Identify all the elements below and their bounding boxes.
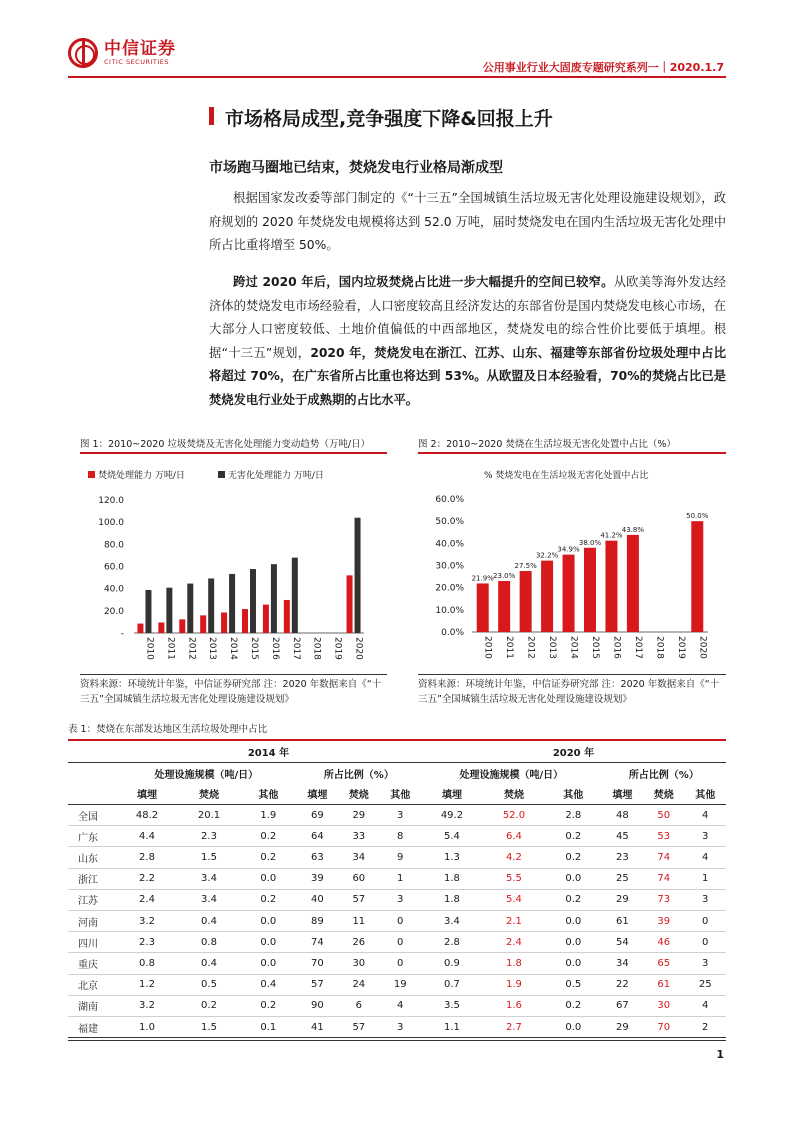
x-tick-label: 2012 [525, 636, 536, 659]
bar-incineration-2010 [137, 624, 143, 633]
table-cell: 4 [684, 995, 726, 1016]
table-cell: 4 [684, 805, 726, 826]
table-cell: 40 [297, 889, 338, 910]
figure-1 [80, 438, 387, 454]
row-region: 湖南 [68, 995, 116, 1016]
x-tick-label: 2010 [144, 637, 155, 660]
table-cell: 26 [338, 932, 379, 953]
col-other: 其他 [240, 783, 297, 804]
bar-share-2010 [477, 583, 489, 632]
table-cell: 0 [380, 911, 421, 932]
table-cell: 2 [684, 1016, 726, 1037]
col-other: 其他 [684, 783, 726, 804]
table-cell: 2.3 [116, 932, 178, 953]
data-label: 23.0% [493, 572, 516, 581]
table-cell: 39 [643, 911, 684, 932]
table-cell: 41 [297, 1016, 338, 1037]
bar-incineration-2011 [158, 622, 164, 633]
table-cell: 4.2 [483, 847, 545, 868]
header-divider [68, 76, 726, 78]
x-tick-label: 2013 [207, 637, 218, 660]
table-cell: 0.2 [240, 995, 297, 1016]
table-cell: 53 [643, 826, 684, 847]
table-cell: 4 [380, 995, 421, 1016]
table-cell: 3 [684, 953, 726, 974]
table-cell: 2.8 [116, 847, 178, 868]
bar-share-2011 [498, 581, 510, 632]
scale-header-2020: 处理设施规模（吨/日） [459, 769, 564, 781]
table-row [68, 889, 726, 910]
table-cell: 0.2 [545, 826, 602, 847]
table-cell: 3 [380, 805, 421, 826]
y-tick-label: 20.0% [435, 583, 464, 594]
row-region: 浙江 [68, 868, 116, 889]
table-cell: 25 [684, 974, 726, 995]
table-cell: 2.1 [483, 911, 545, 932]
table-cell: 0.0 [240, 953, 297, 974]
data-label: 32.2% [535, 551, 559, 560]
data-table [68, 741, 726, 1038]
x-tick-label: 2020 [697, 636, 708, 659]
y-tick-label: 80.0 [103, 540, 124, 551]
data-label: 38.0% [578, 538, 602, 547]
page-number: 1 [716, 1048, 724, 1061]
x-tick-label: 2011 [165, 637, 176, 660]
x-tick-label: 2013 [547, 636, 558, 659]
table-cell: 4 [684, 847, 726, 868]
table-cell: 22 [602, 974, 643, 995]
table-cell: 3.5 [421, 995, 483, 1016]
bar-share-2017 [627, 535, 639, 632]
table-cell: 89 [297, 911, 338, 932]
table-cell: 57 [338, 889, 379, 910]
table-cell: 3 [380, 889, 421, 910]
col-landfill: 填埋 [602, 783, 643, 804]
table-cell: 1.5 [178, 847, 240, 868]
figure-2-source: 资料来源：环境统计年鉴，中信证券研究部 注：2020 年数据来自《“十三五”全国城镇生活垃圾无害化处理设施建设规划》 [418, 674, 726, 707]
x-tick-label: 2019 [332, 637, 343, 660]
x-tick-label: 2019 [675, 636, 686, 659]
table-cell: 30 [643, 995, 684, 1016]
chart-legend [88, 469, 324, 481]
bar-harmless-2016 [271, 564, 277, 633]
y-tick-label: 30.0% [435, 561, 464, 572]
table-cell: 74 [297, 932, 338, 953]
table-cell: 1.0 [116, 1016, 178, 1037]
row-region: 福建 [68, 1016, 116, 1037]
table-row [68, 1016, 726, 1037]
bar-incineration-2014 [221, 612, 227, 633]
table-cell: 0 [684, 932, 726, 953]
table-cell: 0.4 [178, 911, 240, 932]
table-cell: 65 [643, 953, 684, 974]
table-cell: 1.6 [483, 995, 545, 1016]
x-tick-label: 2016 [611, 636, 622, 659]
table-cell: 1.8 [421, 868, 483, 889]
table-cell: 1.8 [421, 889, 483, 910]
table-cell: 5.4 [483, 889, 545, 910]
table-cell: 34 [602, 953, 643, 974]
bar-incineration-2013 [200, 615, 206, 633]
y-tick-label: 20.0 [103, 606, 124, 617]
table-cell: 5.4 [421, 826, 483, 847]
y-tick-label: 0.0% [441, 628, 464, 638]
table-cell: 3 [684, 889, 726, 910]
table-cell: 0.0 [240, 868, 297, 889]
table-cell: 39 [297, 868, 338, 889]
bar-harmless-2012 [187, 584, 193, 633]
x-tick-label: 2017 [290, 637, 301, 660]
bar-harmless-2014 [229, 574, 235, 633]
table-cell: 70 [643, 1016, 684, 1037]
x-tick-label: 2018 [654, 636, 665, 659]
page-header [0, 0, 793, 80]
bar-harmless-2015 [250, 569, 256, 633]
bar-incineration-2016 [263, 605, 269, 633]
data-label: 50.0% [686, 512, 709, 521]
table-cell: 3.4 [178, 889, 240, 910]
table-cell: 1 [684, 868, 726, 889]
table-cell: 45 [602, 826, 643, 847]
table-cell: 2.2 [116, 868, 178, 889]
table-cell: 57 [297, 974, 338, 995]
col-landfill: 填埋 [116, 783, 178, 804]
table-cell: 1.9 [483, 974, 545, 995]
table-cell: 2.8 [421, 932, 483, 953]
table-cell: 3 [684, 826, 726, 847]
table-cell: 54 [602, 932, 643, 953]
row-region: 北京 [68, 974, 116, 995]
ratio-header-2014: 所占比例（%） [323, 769, 394, 781]
bar-harmless-2017 [292, 558, 298, 633]
col-other: 其他 [380, 783, 421, 804]
table-cell: 0.2 [240, 847, 297, 868]
logo-text-cn: 中信证券 [104, 38, 176, 59]
table-cell: 63 [297, 847, 338, 868]
table-cell: 1.3 [421, 847, 483, 868]
table-cell: 0.0 [545, 932, 602, 953]
logo-text-en: CITIC SECURITIES [104, 57, 170, 66]
table-cell: 0.5 [178, 974, 240, 995]
paragraph-2-bold-lead: 跨过 2020 年后，国内垃圾焚烧占比进一步大幅提升的空间已较窄。 [233, 275, 614, 289]
table-cell: 74 [643, 847, 684, 868]
table-cell: 2.8 [545, 805, 602, 826]
bar-share-2013 [541, 561, 553, 632]
table-cell: 0.2 [178, 995, 240, 1016]
bar-share-2012 [520, 571, 532, 632]
table-cell: 23 [602, 847, 643, 868]
table-cell: 0.4 [240, 974, 297, 995]
table-cell: 30 [338, 953, 379, 974]
bar-harmless-2011 [166, 588, 172, 633]
section-title [209, 104, 553, 131]
table-cell: 0.7 [421, 974, 483, 995]
bar-harmless-2013 [208, 578, 214, 633]
table-cell: 49.2 [421, 805, 483, 826]
table-cell: 48 [602, 805, 643, 826]
data-label: 43.8% [621, 525, 645, 534]
y-tick-label: 50.0% [435, 517, 464, 528]
table-cell: 6.4 [483, 826, 545, 847]
table-cell: 6 [338, 995, 379, 1016]
data-label: 27.5% [514, 562, 537, 571]
table-cell: 9 [380, 847, 421, 868]
table-cell: 0.0 [240, 932, 297, 953]
x-tick-label: 2020 [353, 637, 364, 660]
bar-share-2020 [691, 521, 703, 632]
table-cell: 69 [297, 805, 338, 826]
legend-swatch [218, 471, 225, 478]
year-2014-header: 2014 年 [116, 741, 421, 762]
col-landfill: 填埋 [297, 783, 338, 804]
table-cell: 4.4 [116, 826, 178, 847]
table-cell: 64 [297, 826, 338, 847]
table-cell: 1.5 [178, 1016, 240, 1037]
table-row [68, 953, 726, 974]
table-cell: 0.1 [240, 1016, 297, 1037]
table-cell: 2.3 [178, 826, 240, 847]
row-region: 重庆 [68, 953, 116, 974]
bar-share-2016 [605, 541, 617, 632]
table-cell: 33 [338, 826, 379, 847]
y-tick-label: 60.0% [435, 495, 464, 505]
table-cell: 25 [602, 868, 643, 889]
table-cell: 0.2 [240, 826, 297, 847]
table-cell: 70 [297, 953, 338, 974]
table-cell: 2.4 [483, 932, 545, 953]
x-tick-label: 2012 [186, 637, 197, 660]
table-cell: 0.8 [116, 953, 178, 974]
table-cell: 57 [338, 1016, 379, 1037]
legend-label: 无害化处理能力 万吨/日 [228, 471, 324, 481]
table-cell: 5.5 [483, 868, 545, 889]
table-cell: 0.0 [545, 911, 602, 932]
table-cell: 0.0 [545, 953, 602, 974]
table-cell: 3.4 [421, 911, 483, 932]
x-tick-label: 2018 [311, 637, 322, 660]
table-cell: 0.0 [240, 911, 297, 932]
scale-header-2014: 处理设施规模（吨/日） [154, 769, 259, 781]
table-cell: 0 [684, 911, 726, 932]
footer-divider [68, 1040, 726, 1041]
table-cell: 46 [643, 932, 684, 953]
section-title-text: 市场格局成型,竞争强度下降&回报上升 [225, 108, 553, 130]
subheading: 市场跑马圈地已结束，焚烧发电行业格局渐成型 [209, 160, 503, 176]
table-cell: 19 [380, 974, 421, 995]
bar-incineration-2020 [347, 575, 353, 633]
table-cell: 50 [643, 805, 684, 826]
row-region: 全国 [68, 805, 116, 826]
col-other: 其他 [545, 783, 602, 804]
table-cell: 20.1 [178, 805, 240, 826]
table-cell: 3.2 [116, 995, 178, 1016]
table-cell: 73 [643, 889, 684, 910]
x-tick-label: 2010 [482, 636, 493, 659]
table-row [68, 995, 726, 1016]
paragraph-2-body: 从欧美等海外发达经济体的焚烧发电市场经验看，人口密度较高且经济发达的东部省份是国内焚烧发电核心市场，在大部分人口密度较低、土地价值偏低的中西部地区，焚烧发电的综合性价比要低于填埋。根据“十三五”规划， [209, 275, 726, 360]
table-cell: 0.5 [545, 974, 602, 995]
table-cell: 1.8 [483, 953, 545, 974]
figure-1-source: 资料来源：环境统计年鉴，中信证券研究部 注：2020 年数据来自《“十三五”全国城镇生活垃圾无害化处理设施建设规划》 [80, 674, 387, 707]
table-caption: 表 1：焚烧在东部发达地区生活垃圾处理中占比 [68, 723, 726, 741]
table-cell: 48.2 [116, 805, 178, 826]
table-cell: 90 [297, 995, 338, 1016]
data-label: 34.9% [557, 545, 580, 554]
table-cell: 74 [643, 868, 684, 889]
table-cell: 29 [602, 889, 643, 910]
table-cell: 0.2 [545, 889, 602, 910]
col-landfill: 填埋 [421, 783, 483, 804]
y-tick-label: 40.0 [103, 584, 124, 595]
row-region: 广东 [68, 826, 116, 847]
table-row [68, 868, 726, 889]
legend-swatch [88, 471, 95, 478]
y-tick-label: 120.0 [98, 496, 124, 506]
chart-title: % 焚烧发电在生活垃圾无害化处置中占比 [484, 471, 649, 481]
table-cell: 1.9 [240, 805, 297, 826]
table-cell: 52.0 [483, 805, 545, 826]
table-cell: 29 [338, 805, 379, 826]
table-cell: 3.4 [178, 868, 240, 889]
x-tick-label: 2016 [269, 637, 280, 660]
table-cell: 1.1 [421, 1016, 483, 1037]
paragraph-1: 根据国家发改委等部门制定的《“十三五”全国城镇生活垃圾无害化处理设施建设规划》，政府规划的 2020 年焚烧发电规模将达到 52.0 万吨，届时焚烧发电在国内生活垃圾无害化处理中所占比重将增至 50%。 [209, 191, 726, 252]
table-cell: 0.2 [545, 847, 602, 868]
paragraph-2-bold-tail: 2020 年，焚烧发电在浙江、江苏、山东、福建等东部省份垃圾处理中占比将超过 70%，在广东省所占比重也将达到 53%。从欧盟及日本经验看，70%的焚烧占比已是焚烧发电行业处于成熟期的占比水平。 [209, 345, 726, 407]
x-tick-label: 2014 [568, 636, 579, 659]
x-tick-label: 2015 [590, 636, 600, 659]
col-incineration: 焚烧 [338, 783, 379, 804]
table-cell: 3 [380, 1016, 421, 1037]
table-cell: 60 [338, 868, 379, 889]
bar-harmless-2020 [355, 518, 361, 633]
x-tick-label: 2015 [249, 637, 259, 660]
chart-incineration-share [418, 458, 726, 668]
citic-logo [68, 38, 176, 68]
y-tick-label: 100.0 [98, 518, 124, 529]
bar-incineration-2015 [242, 609, 248, 633]
table-cell: 29 [602, 1016, 643, 1037]
table-cell: 1 [380, 868, 421, 889]
data-label: 41.2% [600, 531, 623, 540]
legend-label: 焚烧处理能力 万吨/日 [98, 471, 185, 481]
table-cell: 1.2 [116, 974, 178, 995]
table-cell: 0.2 [240, 889, 297, 910]
row-region: 河南 [68, 911, 116, 932]
y-tick-label: 10.0% [435, 605, 464, 616]
citic-logo-icon [68, 38, 98, 68]
table-row [68, 805, 726, 826]
bar-share-2015 [584, 548, 596, 632]
table-row [68, 911, 726, 932]
table-cell: 0.2 [545, 995, 602, 1016]
table-row [68, 974, 726, 995]
table-row [68, 847, 726, 868]
table-row [68, 826, 726, 847]
chart-capacity [80, 458, 387, 668]
table-cell: 11 [338, 911, 379, 932]
table-row [68, 932, 726, 953]
x-tick-label: 2011 [504, 636, 515, 659]
y-tick-label: 60.0 [103, 562, 124, 573]
table-cell: 0.0 [545, 1016, 602, 1037]
row-region: 四川 [68, 932, 116, 953]
table-cell: 61 [643, 974, 684, 995]
table-cell: 3.2 [116, 911, 178, 932]
table-cell: 24 [338, 974, 379, 995]
row-region: 江苏 [68, 889, 116, 910]
table-cell: 0.9 [421, 953, 483, 974]
figure-2-caption: 图 2：2010~2020 焚烧在生活垃圾无害化处置中占比（%） [418, 438, 726, 454]
table-cell: 2.4 [116, 889, 178, 910]
ratio-header-2020: 所占比例（%） [628, 769, 699, 781]
paragraph-2 [209, 271, 726, 412]
bar-harmless-2010 [145, 590, 151, 633]
table-cell: 0.4 [178, 953, 240, 974]
col-incineration: 焚烧 [178, 783, 240, 804]
col-incineration: 焚烧 [643, 783, 684, 804]
bar-incineration-2017 [284, 600, 290, 633]
col-incineration: 焚烧 [483, 783, 545, 804]
table-cell: 2.7 [483, 1016, 545, 1037]
data-label: 21.9% [471, 574, 494, 583]
year-2020-header: 2020 年 [421, 741, 726, 762]
table-cell: 8 [380, 826, 421, 847]
bar-share-2014 [563, 555, 575, 632]
y-tick-label: - [120, 629, 124, 639]
table-cell: 61 [602, 911, 643, 932]
table-cell: 0 [380, 953, 421, 974]
table-cell: 0.0 [545, 868, 602, 889]
table-cell: 0.8 [178, 932, 240, 953]
x-tick-label: 2014 [228, 637, 239, 660]
x-tick-label: 2017 [632, 636, 643, 659]
row-region: 山东 [68, 847, 116, 868]
bar-incineration-2012 [179, 619, 185, 633]
table-cell: 0 [380, 932, 421, 953]
figure-1-caption: 图 1：2010~2020 垃圾焚烧及无害化处理能力变动趋势（万吨/日） [80, 438, 387, 454]
table-cell: 67 [602, 995, 643, 1016]
figure-2 [418, 438, 726, 454]
table-cell: 34 [338, 847, 379, 868]
report-series-title: 公用事业行业大固废专题研究系列一｜2020.1.7 [482, 61, 724, 74]
y-tick-label: 40.0% [435, 539, 464, 550]
